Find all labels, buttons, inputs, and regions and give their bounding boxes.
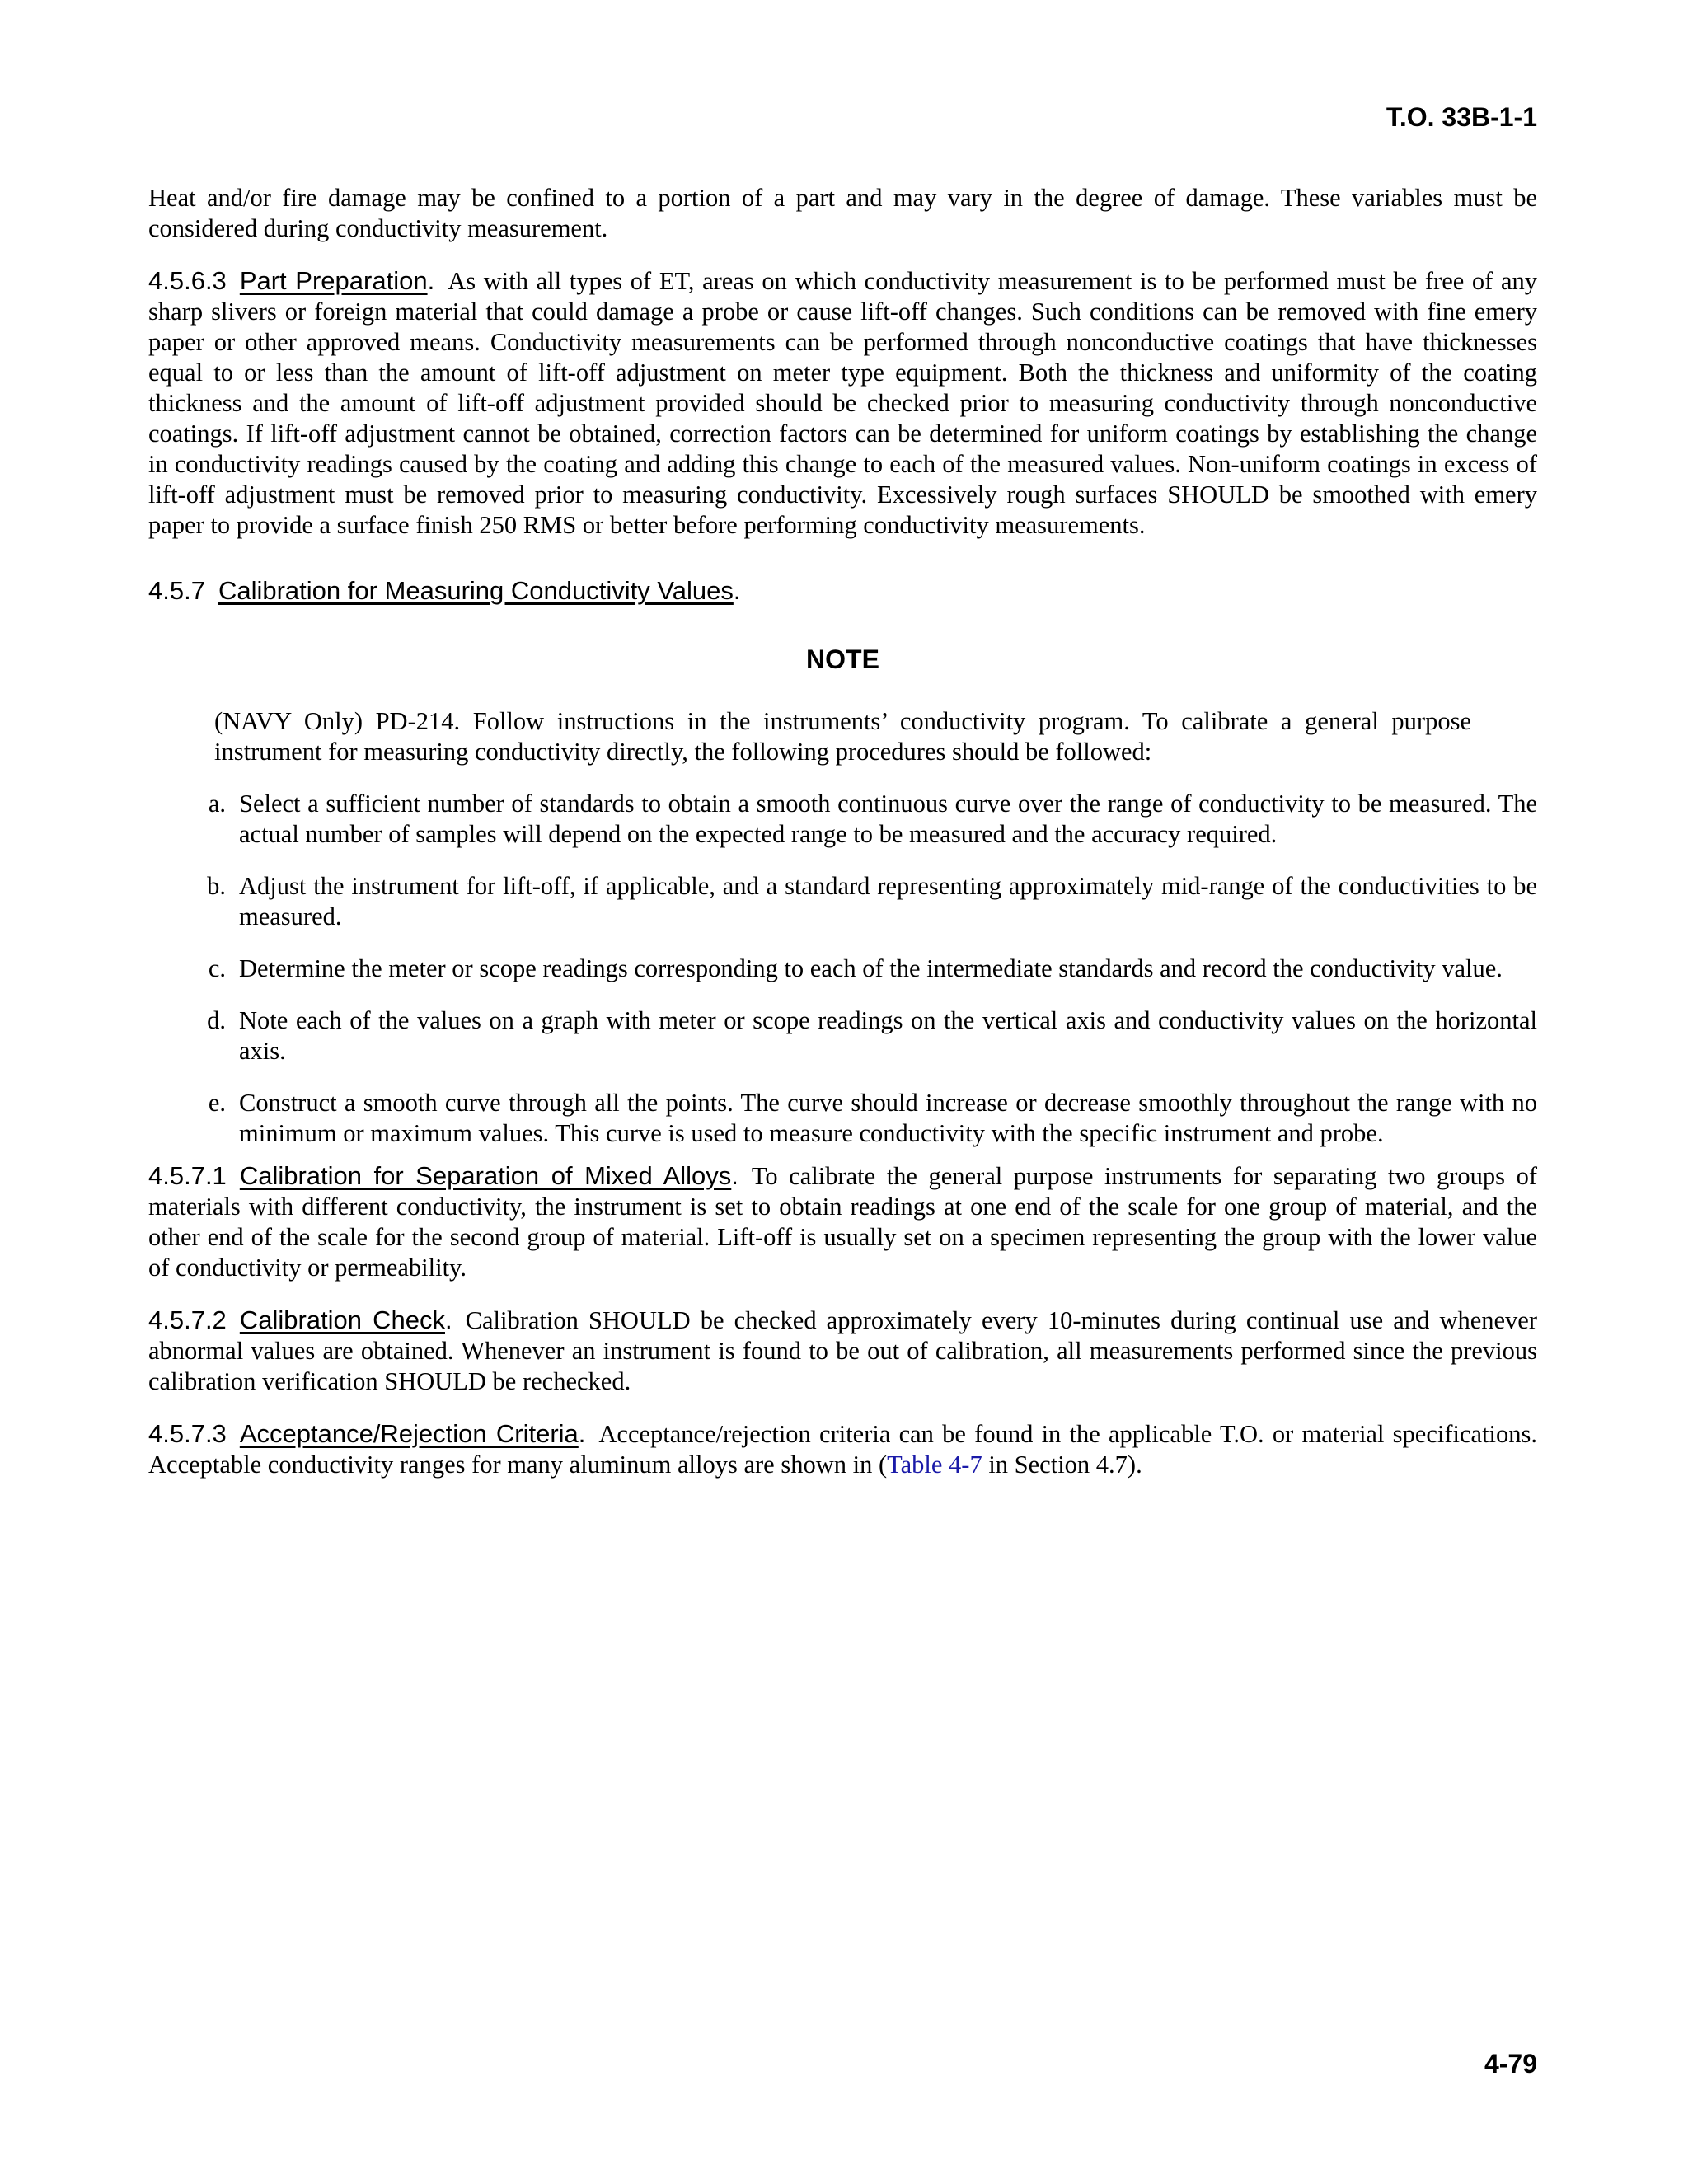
list-item <box>148 1088 1537 1149</box>
list-item-letter: e. <box>208 1089 226 1117</box>
section-4-5-7-2: 4.5.7.2 Calibration Check. Calibration SHOULD be checked approximately every 10-minutes during continual use and whenever abnormal values are obtained. Whenever an instrument is found to be out of calibration, all measurements performed since the previous calibration verification SHOULD be rechecked. <box>148 1305 1537 1395</box>
section-number: 4.5.7.2 <box>148 1305 227 1334</box>
section-text-before: Acceptance/rejection criteria can be found in the applicable T.O. or material specifications. Acceptable conductivity ranges for many aluminum alloys are shown in ( <box>148 1420 1537 1479</box>
document-id-header: T.O. 33B-1-1 <box>1386 102 1537 132</box>
list-item <box>148 1005 1537 1066</box>
list-item <box>148 789 1537 850</box>
section-title: Acceptance/Rejection Criteria <box>239 1419 579 1448</box>
section-text: As with all types of ET, areas on which conductivity measurement is to be performed must be free of any sharp slivers or foreign material that could damage a probe or cause lift-off changes. Such conditions can be removed with fine emery paper or other approved means. Conductivity measurements can be performed through nonconductive coatings that have thicknesses equal to or less than the amount of lift-off adjustment on meter type equipment. Both the thickness and uniformity of the coating thickness and the amount of lift-off adjustment provided should be checked prior to measuring conductivity through nonconductive coatings. If lift-off adjustment cannot be obtained, correction factors can be determined for uniform coatings by establishing the change in conductivity readings caused by the coating and adding this change to each of the measured values. Non-uniform coatings in excess of lift-off adjustment must be removed prior to measuring conductivity. Excessively rough surfaces SHOULD be smoothed with emery paper to provide a surface finish 250 RMS or better before performing conductivity measurements. <box>148 267 1538 539</box>
section-title: Calibration for Separation of Mixed Alloys <box>239 1161 732 1190</box>
section-4-5-7-3: 4.5.7.3 Acceptance/Rejection Criteria. Acceptance/rejection criteria can be found in the applicable T.O. or material specifications. Acceptable conductivity ranges for many aluminum alloys are shown in (Table 4-7 in Section 4.7). <box>148 1419 1537 1479</box>
section-number: 4.5.7 <box>148 576 205 605</box>
list-item <box>148 871 1537 932</box>
list-item-text: Construct a smooth curve through all the points. The curve should increase or decrease smoothly throughout the range with no minimum or maximum values. This curve is used to measure conductivity with the specific instrument and probe. <box>239 1089 1537 1147</box>
list-item-letter: d. <box>207 1006 226 1034</box>
page-body <box>148 183 1537 1480</box>
section-text-after: in Section 4.7). <box>982 1451 1142 1479</box>
list-item <box>148 954 1537 984</box>
list-item-letter: b. <box>207 872 226 900</box>
section-text: Calibration SHOULD be checked approximately every 10-minutes during continual use and whenever abnormal values are obtained. Whenever an instrument is found to be out of calibration, all measurements performed since the previous calibration verification SHOULD be rechecked. <box>148 1306 1537 1395</box>
section-title: Calibration for Measuring Conductivity Values <box>218 576 734 605</box>
note-text: (NAVY Only) PD-214. Follow instructions in the instruments’ conductivity program. To calibrate a general purpose instrument for measuring conductivity directly, the following procedures should be followed: <box>214 707 1471 766</box>
section-4-5-7: 4.5.7 Calibration for Measuring Conductivity Values. <box>148 576 741 605</box>
section-4-5-6-3: 4.5.6.3 Part Preparation. As with all types of ET, areas on which conductivity measurement is to be performed must be free of any sharp slivers or foreign material that could damage a probe or cause lift-off changes. Such conditions can be removed with fine emery paper or other approved means. Conductivity measurements can be performed through nonconductive coatings that have thicknesses equal to or less than the amount of lift-off adjustment on meter type equipment. Both the thickness and uniformity of the coating thickness and the amount of lift-off adjustment provided should be checked prior to measuring conductivity through nonconductive coatings. If lift-off adjustment cannot be obtained, correction factors can be determined for uniform coatings by establishing the change in conductivity readings caused by the coating and adding this change to each of the measured values. Non-uniform coatings in excess of lift-off adjustment must be removed prior to measuring conductivity. Excessively rough surfaces SHOULD be smoothed with emery paper to provide a surface finish 250 RMS or better before performing conductivity measurements. <box>148 266 1538 539</box>
list-item-text: Determine the meter or scope readings corresponding to each of the intermediate standards and record the conductivity value. <box>239 954 1503 982</box>
section-4-5-7-1: 4.5.7.1 Calibration for Separation of Mixed Alloys. To calibrate the general purpose instruments for separating two groups of materials with different conductivity, the instrument is set to obtain readings at one end of the scale for one group of material, and the other end of the scale for the second group of material. Lift-off is usually set on a specimen representing the group with the lower value of conductivity or permeability. <box>148 1161 1537 1282</box>
note-heading: NOTE <box>806 644 879 674</box>
list-item-text: Select a sufficient number of standards to obtain a smooth continuous curve over the range of conductivity to be measured. The actual number of samples will depend on the expected range to be measured and the accuracy required. <box>239 790 1537 848</box>
section-number: 4.5.7.1 <box>148 1161 227 1190</box>
intro-paragraph: Heat and/or fire damage may be confined to a portion of a part and may vary in the degree of damage. These variables must be considered during conductivity measurement. <box>148 184 1537 242</box>
section-number: 4.5.6.3 <box>148 266 227 295</box>
section-number: 4.5.7.3 <box>148 1419 227 1448</box>
list-item-letter: a. <box>208 790 226 818</box>
list-item-letter: c. <box>208 954 226 982</box>
procedure-steps <box>148 789 1537 1149</box>
page-number: 4-79 <box>1484 2049 1537 2079</box>
table-4-7-link[interactable]: Table 4-7 <box>887 1451 982 1479</box>
section-text: To calibrate the general purpose instruments for separating two groups of materials with different conductivity, the instrument is set to obtain readings at one end of the scale for one group of material, and the other end of the scale for the second group of material. Lift-off is usually set on a specimen representing the group with the lower value of conductivity or permeability. <box>148 1162 1537 1282</box>
section-title: Calibration Check <box>239 1305 445 1334</box>
list-item-text: Adjust the instrument for lift-off, if applicable, and a standard representing approximately mid-range of the conductivities to be measured. <box>239 872 1537 930</box>
list-item-text: Note each of the values on a graph with meter or scope readings on the vertical axis and conductivity values on the horizontal axis. <box>239 1006 1537 1065</box>
section-title: Part Preparation <box>239 266 428 295</box>
